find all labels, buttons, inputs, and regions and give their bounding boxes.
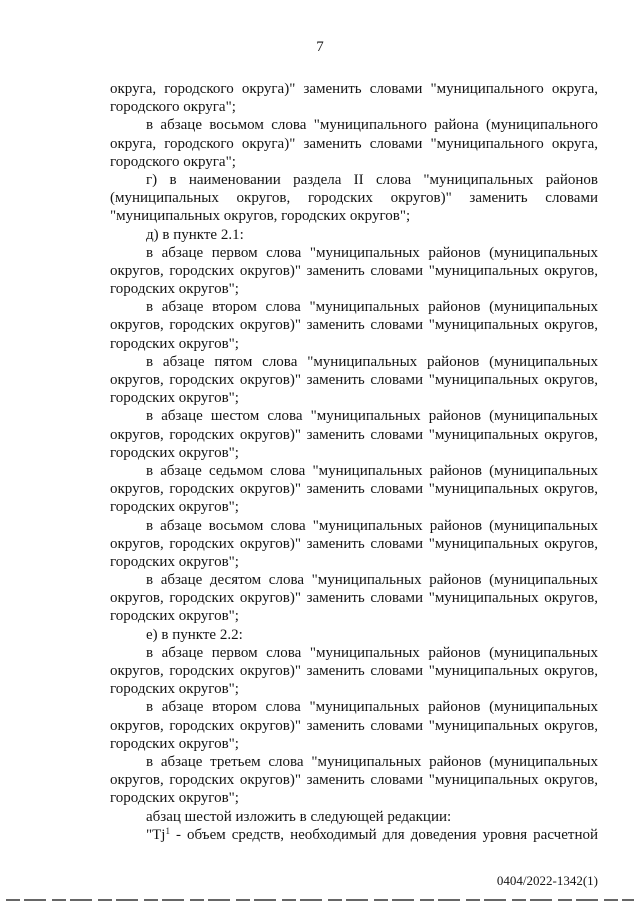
text-line: в абзаце восьмом слова "муниципальных районов (муниципальных [146, 517, 598, 534]
text-line: городских округов"; [110, 608, 239, 625]
text-line: городских округов"; [110, 281, 239, 298]
text-line: городских округов"; [110, 444, 239, 461]
formula-symbol: "Tj [146, 826, 166, 843]
text-line: округов, городских округов)" заменить словами "муниципальных округов, [110, 535, 598, 552]
text-line: округов, городских округов)" заменить словами "муниципальных округов, [110, 772, 598, 789]
text-line: абзац шестой изложить в следующей редакции: [146, 808, 452, 825]
text-line: в абзаце первом слова "муниципальных районов (муниципальных [146, 644, 598, 661]
text-line: городских округов"; [110, 790, 239, 807]
text-line: городских округов"; [110, 499, 239, 516]
text-line: округов, городских округов)" заменить словами "муниципальных округов, [110, 663, 598, 679]
text-line: городских округов"; [110, 390, 239, 407]
text-line: городских округов"; [110, 735, 239, 752]
text-line: городских округов"; [110, 553, 239, 570]
text-line: в абзаце седьмом слова "муниципальных районов (муниципальных [146, 462, 598, 479]
text-line: г) в наименовании раздела II слова "муниципальных районов [146, 171, 598, 188]
text-line: в абзаце пятом слова "муниципальных районов (муниципальных [146, 353, 598, 370]
text-line: округа, городского округа)" заменить словами "муниципального округа, [110, 81, 598, 97]
text-line: округов, городских округов)" заменить словами "муниципальных округов, [110, 717, 598, 734]
text-line: в абзаце первом слова "муниципальных районов (муниципальных [146, 244, 598, 261]
text-line: округов, городских округов)" заменить словами "муниципальных округов, [110, 590, 598, 607]
text-line: в абзаце десятом слова "муниципальных районов (муниципальных [146, 572, 598, 589]
document-code: 0404/2022-1342(1) [496, 873, 598, 888]
text-line: городских округов"; [110, 335, 239, 352]
text-line-formula [110, 826, 598, 844]
text-line: округов, городских округов)" заменить словами "муниципальных округов, [110, 481, 598, 498]
formula-description: - объем средств, необходимый для доведения уровня расчетной [169, 826, 598, 843]
text-line: округов, городских округов)" заменить словами "муниципальных округов, [110, 426, 598, 443]
text-line: городского округа"; [110, 153, 236, 170]
text-line: городского округа"; [110, 99, 236, 116]
text-line: д) в пункте 2.1: [146, 226, 244, 243]
body-text [110, 80, 598, 844]
text-line: е) в пункте 2.2: [146, 626, 243, 643]
text-line: городских округов"; [110, 681, 239, 698]
page-number: 7 [316, 39, 324, 55]
text-line: округов, городских округов)" заменить словами "муниципальных округов, [110, 372, 598, 388]
text-line: в абзаце восьмом слова "муниципального района (муниципального [146, 117, 598, 134]
text-line: "муниципальных округов, городских округов"; [110, 208, 411, 225]
text-line: в абзаце шестом слова "муниципальных районов (муниципальных [146, 408, 598, 425]
text-line: в абзаце третьем слова "муниципальных районов (муниципальных [146, 753, 598, 770]
text-line: в абзаце втором слова "муниципальных районов (муниципальных [146, 699, 598, 716]
text-line: (муниципальных округов, городских округов)" заменить словами [110, 190, 598, 207]
text-line: округов, городских округов)" заменить словами "муниципальных округов, [110, 262, 598, 279]
formula-superscript: 1 [165, 825, 170, 836]
text-line: округа, городского округа)" заменить словами "муниципального округа, [110, 135, 598, 152]
text-line: в абзаце втором слова "муниципальных районов (муниципальных [146, 299, 598, 316]
scan-edge-line [6, 899, 634, 901]
text-line: округов, городских округов)" заменить словами "муниципальных округов, [110, 317, 598, 334]
